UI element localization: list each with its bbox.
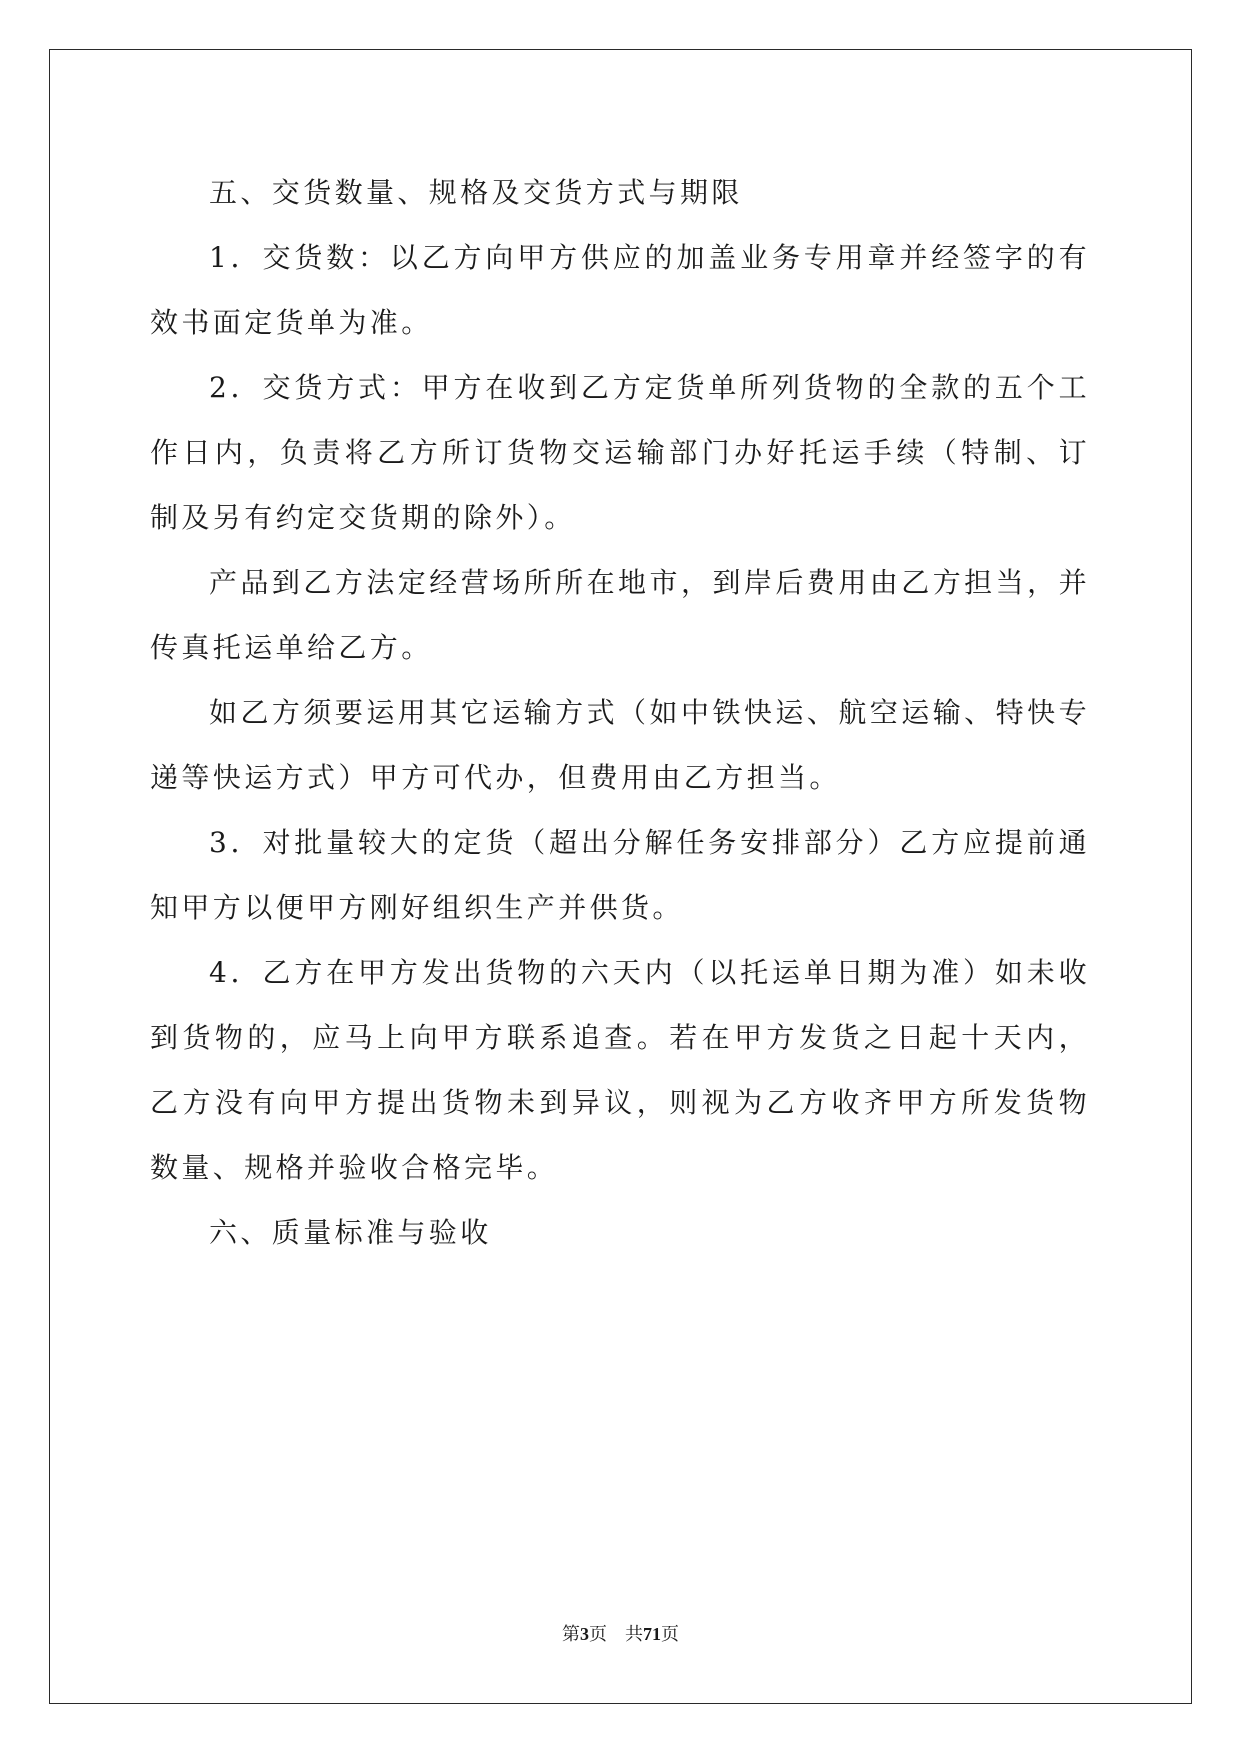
paragraph-delivery-quantity: 1．交货数：以乙方向甲方供应的加盖业务专用章并经签字的有效书面定货单为准。 [150,241,1090,339]
footer-total-prefix: 共 [625,1624,643,1644]
document-body [150,160,1090,1265]
section-heading-6: 六、质量标准与验收 [209,1216,492,1249]
total-pages-number: 71 [643,1624,661,1644]
paragraph-delivery-method: 2．交货方式：甲方在收到乙方定货单所列货物的全款的五个工作日内，负责将乙方所订货物交运输部门办好托运手续（特制、订制及另有约定交货期的除外）。 [150,371,1090,534]
current-page-number: 3 [580,1624,589,1644]
footer-prefix: 第 [562,1624,580,1644]
page-footer [0,1620,1241,1646]
section-heading-5: 五、交货数量、规格及交货方式与期限 [209,176,743,209]
footer-page-suffix: 页 [589,1624,607,1644]
paragraph-arrival-costs: 产品到乙方法定经营场所所在地市，到岸后费用由乙方担当，并传真托运单给乙方。 [150,566,1090,664]
paragraph-other-transport: 如乙方须要运用其它运输方式（如中铁快运、航空运输、特快专递等快运方式）甲方可代办，但费用由乙方担当。 [150,696,1090,794]
paragraph-receipt-check: 4．乙方在甲方发出货物的六天内（以托运单日期为准）如未收到货物的，应马上向甲方联系追查。若在甲方发货之日起十天内，乙方没有向甲方提出货物未到异议，则视为乙方收齐甲方所发货物数量、规格并验收合格完毕。 [150,956,1090,1184]
footer-total-suffix: 页 [661,1624,679,1644]
paragraph-bulk-orders: 3．对批量较大的定货（超出分解任务安排部分）乙方应提前通知甲方以便甲方刚好组织生产并供货。 [150,826,1090,924]
